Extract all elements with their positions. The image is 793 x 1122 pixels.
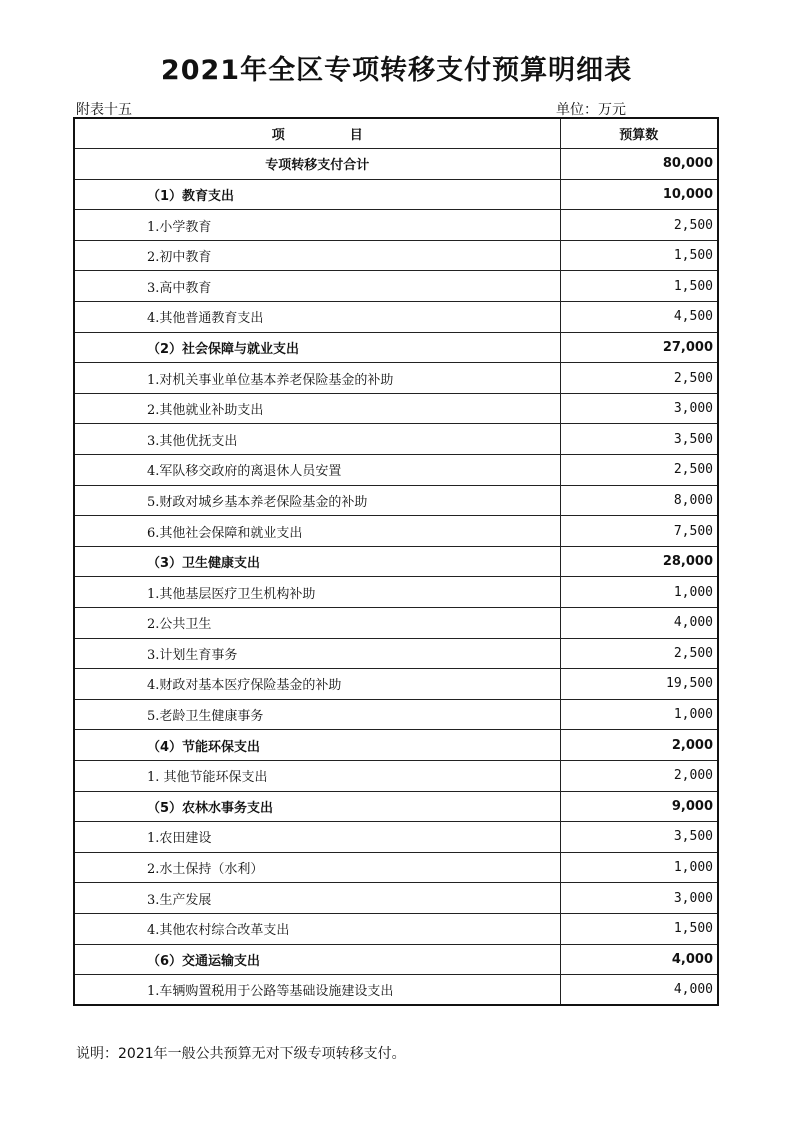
- table-row: [74, 699, 718, 730]
- footnote: 说明：2021年一般公共预算无对下级专项转移支付。: [76, 1046, 406, 1062]
- item-label: 5.老龄卫生健康事务: [74, 699, 560, 730]
- table-row: [74, 822, 718, 853]
- item-value: 1,000: [560, 852, 718, 883]
- item-label: 4.其他农村综合改革支出: [74, 913, 560, 944]
- category-row: [74, 179, 718, 210]
- category-value: 9,000: [560, 791, 718, 822]
- table-row: [74, 760, 718, 791]
- table-row: [74, 516, 718, 547]
- category-value: 27,000: [560, 332, 718, 363]
- category-value: 4,000: [560, 944, 718, 975]
- table-row: [74, 975, 718, 1006]
- item-label: 6.其他社会保障和就业支出: [74, 516, 560, 547]
- item-label: 4.财政对基本医疗保险基金的补助: [74, 669, 560, 700]
- category-value: 10,000: [560, 179, 718, 210]
- item-value: 2,500: [560, 210, 718, 241]
- item-label: 4.其他普通教育支出: [74, 302, 560, 333]
- annex-label: 附表十五: [76, 102, 132, 118]
- item-label: 2.公共卫生: [74, 608, 560, 639]
- item-value: 1,000: [560, 699, 718, 730]
- item-value: 1,500: [560, 240, 718, 271]
- category-row: [74, 791, 718, 822]
- table-row: [74, 883, 718, 914]
- table-row: [74, 669, 718, 700]
- item-value: 2,500: [560, 455, 718, 486]
- header-budget: 预算数: [560, 118, 718, 149]
- category-label: （2）社会保障与就业支出: [74, 332, 560, 363]
- table-row: [74, 577, 718, 608]
- item-label: 1.其他基层医疗卫生机构补助: [74, 577, 560, 608]
- item-value: 1,500: [560, 271, 718, 302]
- item-value: 2,500: [560, 363, 718, 394]
- category-value: 28,000: [560, 546, 718, 577]
- page-title: 2021年全区专项转移支付预算明细表: [160, 55, 633, 86]
- category-row: [74, 546, 718, 577]
- table-row: [74, 424, 718, 455]
- item-value: 4,000: [560, 608, 718, 639]
- table-row: [74, 210, 718, 241]
- item-value: 2,000: [560, 760, 718, 791]
- table-row: [74, 455, 718, 486]
- table-row: [74, 638, 718, 669]
- item-value: 3,000: [560, 393, 718, 424]
- item-label: 5.财政对城乡基本养老保险基金的补助: [74, 485, 560, 516]
- item-value: 8,000: [560, 485, 718, 516]
- item-value: 1,500: [560, 913, 718, 944]
- header-item: 项 目: [74, 118, 560, 149]
- item-value: 3,500: [560, 822, 718, 853]
- table-row: [74, 485, 718, 516]
- item-value: 19,500: [560, 669, 718, 700]
- category-label: （6）交通运输支出: [74, 944, 560, 975]
- item-value: 2,500: [560, 638, 718, 669]
- table-row: [74, 852, 718, 883]
- budget-table: [73, 117, 719, 1006]
- item-label: 2.其他就业补助支出: [74, 393, 560, 424]
- item-value: 1,000: [560, 577, 718, 608]
- item-label: 1.小学教育: [74, 210, 560, 241]
- item-value: 4,000: [560, 975, 718, 1006]
- table-row: [74, 271, 718, 302]
- table-row: [74, 608, 718, 639]
- item-label: 3.其他优抚支出: [74, 424, 560, 455]
- table-row: [74, 363, 718, 394]
- total-row: [74, 149, 718, 180]
- category-row: [74, 944, 718, 975]
- item-label: 3.计划生育事务: [74, 638, 560, 669]
- item-label: 3.生产发展: [74, 883, 560, 914]
- item-label: 1. 其他节能环保支出: [74, 760, 560, 791]
- category-row: [74, 730, 718, 761]
- category-value: 2,000: [560, 730, 718, 761]
- table-row: [74, 393, 718, 424]
- table-row: [74, 302, 718, 333]
- item-label: 4.军队移交政府的离退休人员安置: [74, 455, 560, 486]
- category-label: （3）卫生健康支出: [74, 546, 560, 577]
- category-label: （1）教育支出: [74, 179, 560, 210]
- item-value: 7,500: [560, 516, 718, 547]
- item-value: 4,500: [560, 302, 718, 333]
- total-value: 80,000: [560, 149, 718, 180]
- item-value: 3,500: [560, 424, 718, 455]
- item-label: 1.农田建设: [74, 822, 560, 853]
- item-label: 1.车辆购置税用于公路等基础设施建设支出: [74, 975, 560, 1006]
- item-label: 2.水土保持（水利）: [74, 852, 560, 883]
- item-label: 3.高中教育: [74, 271, 560, 302]
- table-row: [74, 913, 718, 944]
- item-label: 1.对机关事业单位基本养老保险基金的补助: [74, 363, 560, 394]
- total-label: 专项转移支付合计: [74, 149, 560, 180]
- category-row: [74, 332, 718, 363]
- unit-label: 单位：万元: [556, 102, 626, 118]
- category-label: （5）农林水事务支出: [74, 791, 560, 822]
- item-value: 3,000: [560, 883, 718, 914]
- table-row: [74, 240, 718, 271]
- table-header-row: [74, 118, 718, 149]
- category-label: （4）节能环保支出: [74, 730, 560, 761]
- item-label: 2.初中教育: [74, 240, 560, 271]
